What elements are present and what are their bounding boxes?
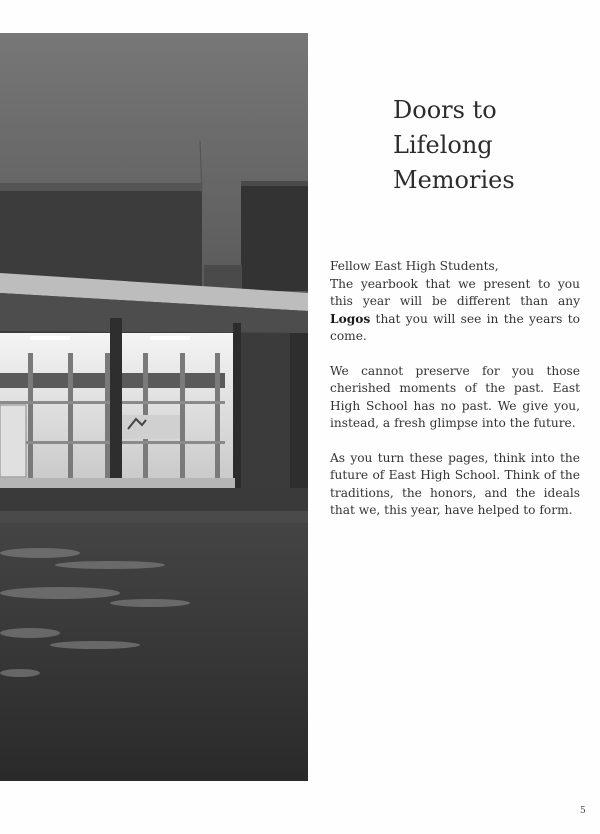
title-line-1: Doors to: [393, 96, 497, 124]
page-title: [393, 93, 593, 198]
school-entrance-photo: [0, 33, 308, 781]
letter-paragraph-1-body: [330, 276, 580, 346]
letter-paragraph-1: [330, 258, 580, 276]
title-line-2: Lifelong: [393, 131, 493, 159]
letter-p1-text-end: that you will see in the years to come.: [330, 311, 580, 343]
letter-paragraph-3: As you turn these pages, think into the future of East High School. Think of the traditions, the honors, and the ideals that we, this year, have helped to form.: [330, 450, 580, 517]
letter-p1-text: The yearbook that we present to you this year will be different than any: [330, 276, 580, 308]
logos-name: Logos: [330, 311, 371, 326]
page-number: 5: [580, 806, 586, 816]
letter-salutation: Fellow East High Students,: [330, 259, 499, 273]
school-night-illustration: [0, 33, 308, 781]
letter-paragraph-2: We cannot preserve for you those cherished moments of the past. East High School has no past. We give you, instead, a fresh glimpse into the future.: [330, 363, 580, 430]
title-line-3: Memories: [393, 166, 515, 194]
welcome-letter: [330, 258, 580, 537]
